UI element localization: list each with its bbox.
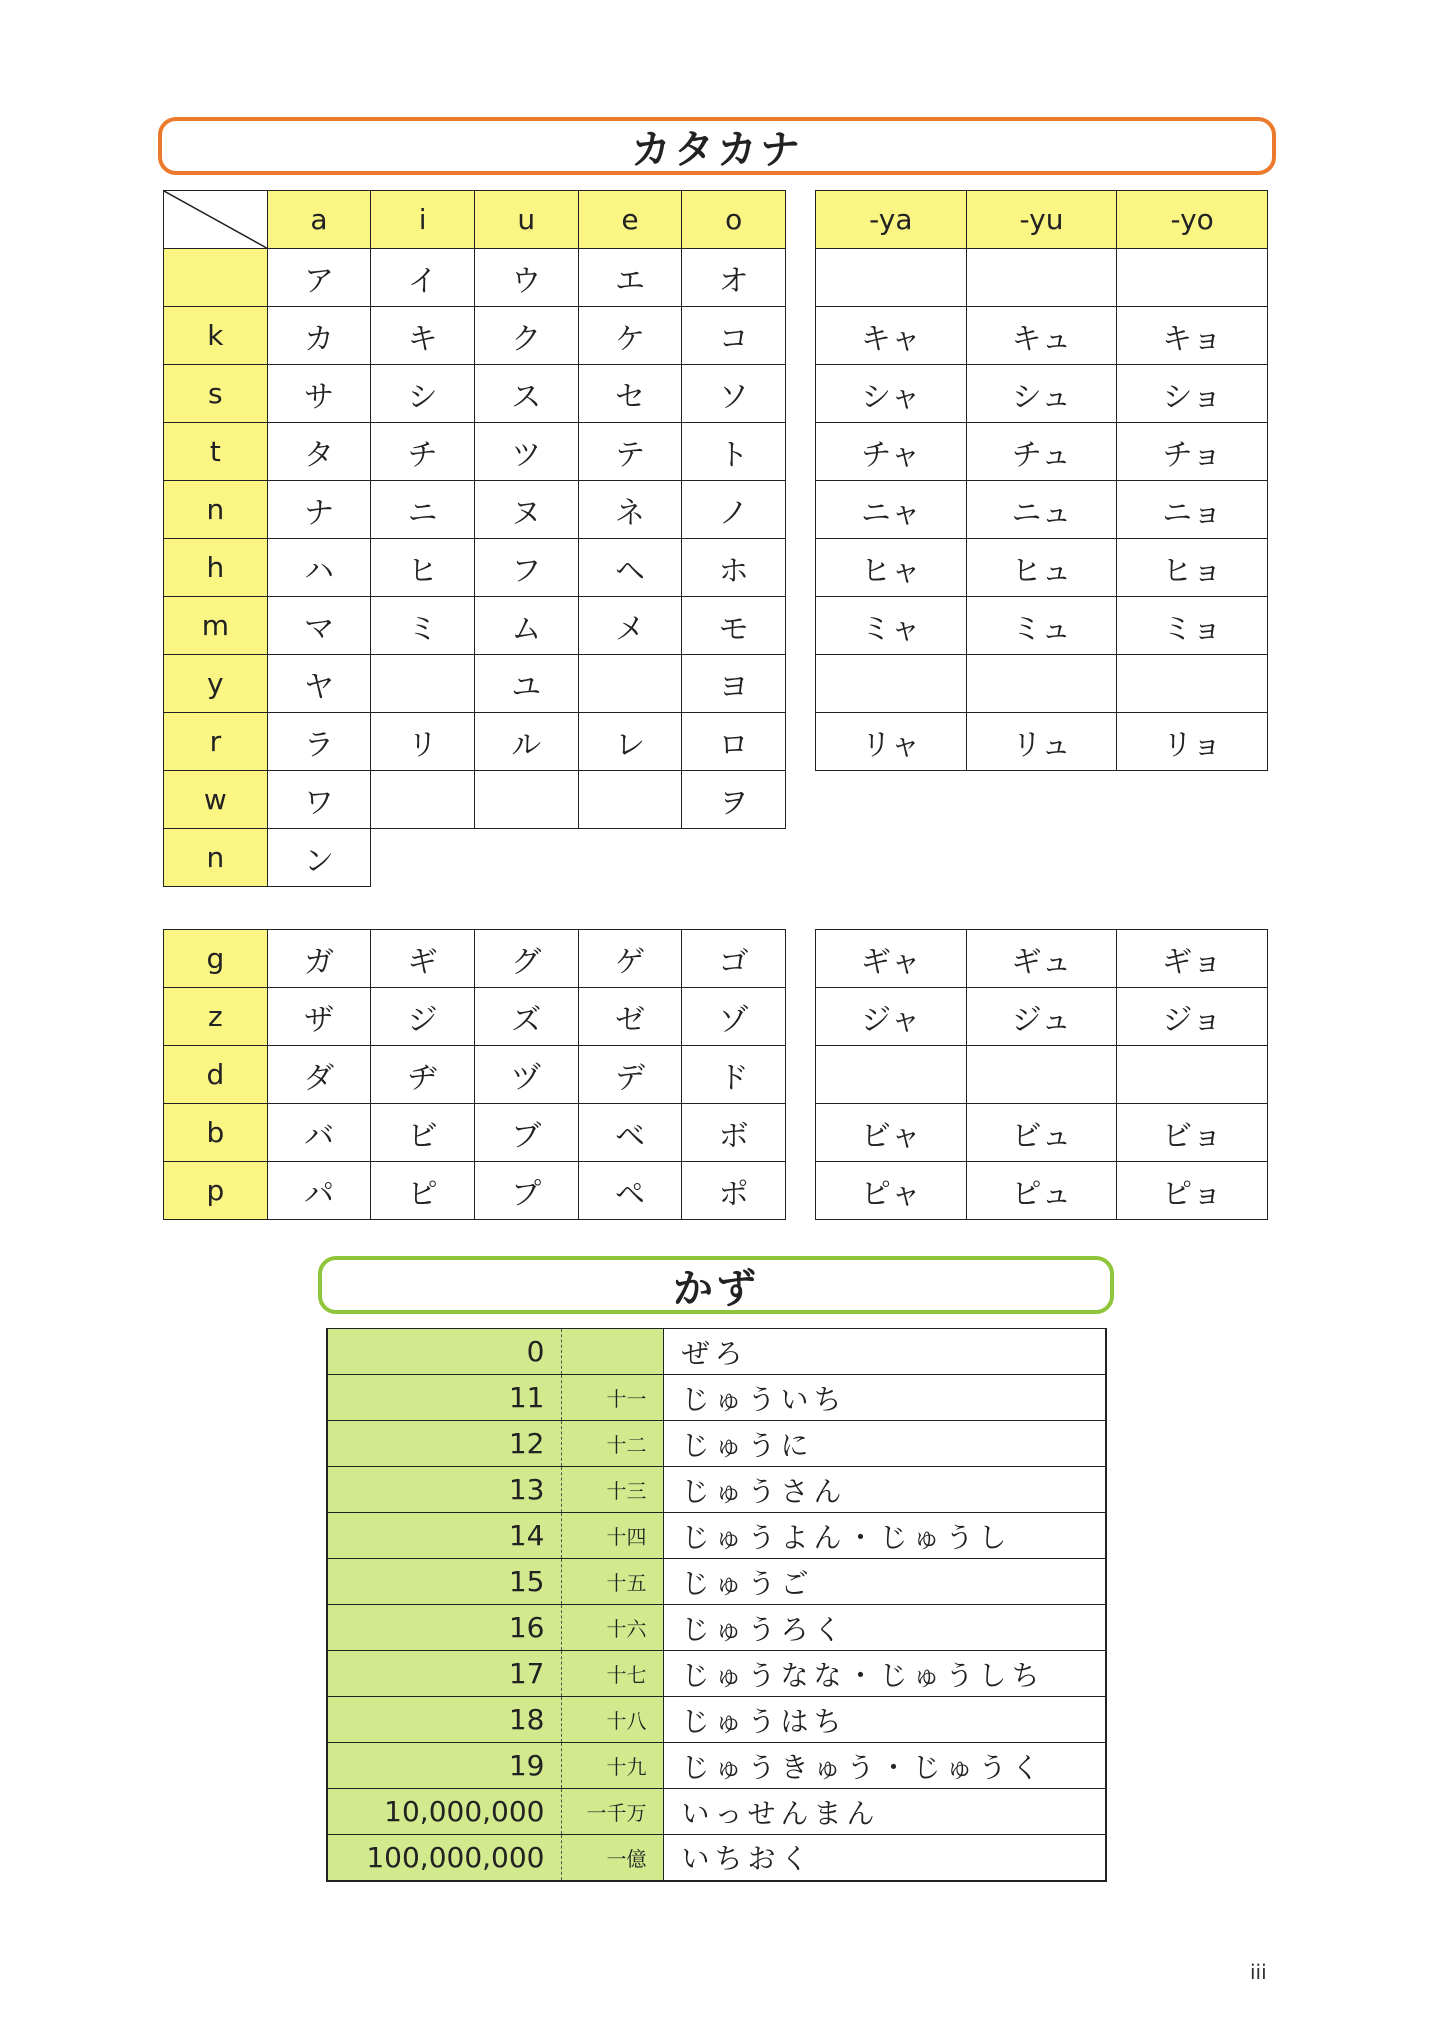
number-cell: 19 <box>327 1743 561 1789</box>
kana-cell: ハ <box>267 539 371 597</box>
table-row <box>164 655 786 713</box>
vowel-header: i <box>371 191 475 249</box>
kana-cell: ニャ <box>816 481 967 539</box>
kana-cell: ヒ <box>371 539 475 597</box>
kana-cell: ゾ <box>682 988 786 1046</box>
kana-cell: ジュ <box>966 988 1117 1046</box>
consonant-label: d <box>164 1046 268 1104</box>
kana-cell: キョ <box>1117 307 1268 365</box>
kana-cell <box>966 1046 1117 1104</box>
consonant-label: s <box>164 365 268 423</box>
kanji-cell: 十八 <box>561 1697 663 1743</box>
kana-cell: シ <box>371 365 475 423</box>
numbers-table <box>326 1328 1107 1882</box>
table-row <box>164 307 786 365</box>
kanji-cell: 十五 <box>561 1559 663 1605</box>
kana-cell: シュ <box>966 365 1117 423</box>
kana-cell <box>966 249 1117 307</box>
kana-cell <box>816 249 967 307</box>
reading-cell: じゅうに <box>663 1421 1106 1467</box>
kana-cell: ア <box>267 249 371 307</box>
kanji-cell <box>561 1329 663 1375</box>
table-row <box>327 1651 1106 1697</box>
number-cell: 10,000,000 <box>327 1789 561 1835</box>
kana-cell: ピ <box>371 1162 475 1220</box>
kana-cell: ガ <box>267 930 371 988</box>
kana-cell: ヨ <box>682 655 786 713</box>
kana-cell: マ <box>267 597 371 655</box>
number-cell: 11 <box>327 1375 561 1421</box>
kana-cell: サ <box>267 365 371 423</box>
table-row <box>816 597 1268 655</box>
empty-space <box>474 829 578 887</box>
table-row <box>327 1513 1106 1559</box>
kana-cell: ジ <box>371 988 475 1046</box>
kana-cell: ケ <box>578 307 682 365</box>
table-row <box>164 597 786 655</box>
consonant-label: k <box>164 307 268 365</box>
number-cell: 17 <box>327 1651 561 1697</box>
table-row <box>816 365 1268 423</box>
table-row <box>816 307 1268 365</box>
table-row <box>327 1375 1106 1421</box>
kana-cell <box>1117 655 1268 713</box>
kana-cell: ジョ <box>1117 988 1268 1046</box>
yoon-header: -yo <box>1117 191 1268 249</box>
table-row <box>164 771 786 829</box>
table-row <box>164 1104 786 1162</box>
kana-cell: ム <box>474 597 578 655</box>
kana-cell: ブ <box>474 1104 578 1162</box>
kana-cell: ゲ <box>578 930 682 988</box>
consonant-label: b <box>164 1104 268 1162</box>
kanji-cell: 一億 <box>561 1835 663 1881</box>
kana-cell: ポ <box>682 1162 786 1220</box>
table-row <box>164 829 786 887</box>
kana-cell: セ <box>578 365 682 423</box>
table-row <box>164 539 786 597</box>
kana-cell: ミャ <box>816 597 967 655</box>
kana-cell <box>371 655 475 713</box>
kana-cell: ド <box>682 1046 786 1104</box>
kana-cell: ギュ <box>966 930 1117 988</box>
consonant-label: z <box>164 988 268 1046</box>
kana-cell: ボ <box>682 1104 786 1162</box>
reading-cell: じゅうなな・じゅうしち <box>663 1651 1106 1697</box>
reading-cell: いちおく <box>663 1835 1106 1881</box>
consonant-label: n <box>164 829 268 887</box>
kanji-cell: 十一 <box>561 1375 663 1421</box>
consonant-label: p <box>164 1162 268 1220</box>
table-row <box>327 1329 1106 1375</box>
kana-cell: ラ <box>267 713 371 771</box>
table-row <box>816 1046 1268 1104</box>
table-row <box>816 713 1268 771</box>
kana-cell: ジャ <box>816 988 967 1046</box>
table-row <box>327 1697 1106 1743</box>
kana-cell: メ <box>578 597 682 655</box>
vowel-header: e <box>578 191 682 249</box>
kana-cell: コ <box>682 307 786 365</box>
table-row <box>327 1743 1106 1789</box>
kana-cell: ヂ <box>371 1046 475 1104</box>
number-cell: 12 <box>327 1421 561 1467</box>
kana-cell: ゼ <box>578 988 682 1046</box>
reading-cell: じゅうよん・じゅうし <box>663 1513 1106 1559</box>
yoon-header: -yu <box>966 191 1117 249</box>
vowel-header: o <box>682 191 786 249</box>
number-cell: 0 <box>327 1329 561 1375</box>
kana-cell <box>1117 1046 1268 1104</box>
kana-cell: ニョ <box>1117 481 1268 539</box>
table-row <box>327 1605 1106 1651</box>
kana-cell: ウ <box>474 249 578 307</box>
table-row <box>816 539 1268 597</box>
table-header-row <box>816 191 1268 249</box>
number-cell: 100,000,000 <box>327 1835 561 1881</box>
kana-cell: ニュ <box>966 481 1117 539</box>
kana-cell: ノ <box>682 481 786 539</box>
table-row <box>816 423 1268 481</box>
kazu-title: かず <box>318 1256 1114 1314</box>
kana-cell: オ <box>682 249 786 307</box>
kana-cell: チュ <box>966 423 1117 481</box>
consonant-label: h <box>164 539 268 597</box>
kanji-cell: 十四 <box>561 1513 663 1559</box>
kana-cell: キ <box>371 307 475 365</box>
table-row <box>164 481 786 539</box>
kana-cell: ギャ <box>816 930 967 988</box>
kana-cell: モ <box>682 597 786 655</box>
kana-cell: ユ <box>474 655 578 713</box>
reading-cell: じゅうろく <box>663 1605 1106 1651</box>
table-row <box>816 249 1268 307</box>
empty-space <box>578 829 682 887</box>
kana-cell: ヒョ <box>1117 539 1268 597</box>
table-row <box>164 365 786 423</box>
kana-cell: ヌ <box>474 481 578 539</box>
reading-cell: いっせんまん <box>663 1789 1106 1835</box>
number-cell: 13 <box>327 1467 561 1513</box>
reading-cell: じゅうはち <box>663 1697 1106 1743</box>
katakana-yoon-table <box>815 190 1268 771</box>
kanji-cell: 十三 <box>561 1467 663 1513</box>
kana-cell: ビャ <box>816 1104 967 1162</box>
table-row <box>164 423 786 481</box>
kana-cell: ヤ <box>267 655 371 713</box>
kana-cell: レ <box>578 713 682 771</box>
kana-cell: ソ <box>682 365 786 423</box>
table-row <box>327 1467 1106 1513</box>
kana-cell: キュ <box>966 307 1117 365</box>
kana-cell: ビ <box>371 1104 475 1162</box>
kanji-cell: 十九 <box>561 1743 663 1789</box>
reading-cell: じゅういち <box>663 1375 1106 1421</box>
consonant-label: m <box>164 597 268 655</box>
yoon-header: -ya <box>816 191 967 249</box>
consonant-label: n <box>164 481 268 539</box>
kana-cell: ヲ <box>682 771 786 829</box>
kana-cell: ニ <box>371 481 475 539</box>
number-cell: 14 <box>327 1513 561 1559</box>
reading-cell: ぜろ <box>663 1329 1106 1375</box>
kanji-cell: 十六 <box>561 1605 663 1651</box>
kana-cell: ワ <box>267 771 371 829</box>
kana-cell: ピョ <box>1117 1162 1268 1220</box>
kana-cell: プ <box>474 1162 578 1220</box>
kana-cell: ミュ <box>966 597 1117 655</box>
kana-cell: ヘ <box>578 539 682 597</box>
katakana-title: カタカナ <box>158 117 1276 175</box>
kana-cell <box>816 655 967 713</box>
kana-cell: ヒャ <box>816 539 967 597</box>
kana-cell: ビョ <box>1117 1104 1268 1162</box>
table-row <box>164 1046 786 1104</box>
kana-cell: バ <box>267 1104 371 1162</box>
kana-cell: タ <box>267 423 371 481</box>
table-row <box>327 1835 1106 1881</box>
kana-cell: キャ <box>816 307 967 365</box>
kana-cell: グ <box>474 930 578 988</box>
kana-cell: ツ <box>474 423 578 481</box>
kana-cell: ゴ <box>682 930 786 988</box>
kana-cell: デ <box>578 1046 682 1104</box>
kana-cell: ロ <box>682 713 786 771</box>
kana-cell: ズ <box>474 988 578 1046</box>
kana-cell: ネ <box>578 481 682 539</box>
kana-cell: ス <box>474 365 578 423</box>
kana-cell <box>371 771 475 829</box>
table-row <box>164 988 786 1046</box>
kana-cell: ナ <box>267 481 371 539</box>
table-row <box>327 1421 1106 1467</box>
kana-cell <box>1117 249 1268 307</box>
kana-cell: ホ <box>682 539 786 597</box>
kana-cell: ル <box>474 713 578 771</box>
consonant-label: y <box>164 655 268 713</box>
consonant-label: w <box>164 771 268 829</box>
vowel-header: a <box>267 191 371 249</box>
kana-cell: ザ <box>267 988 371 1046</box>
kanji-cell: 十七 <box>561 1651 663 1697</box>
vowel-header: u <box>474 191 578 249</box>
kana-cell: ン <box>267 829 371 887</box>
kana-cell <box>816 1046 967 1104</box>
table-row <box>164 713 786 771</box>
kana-cell: チ <box>371 423 475 481</box>
kana-cell: テ <box>578 423 682 481</box>
kana-cell: カ <box>267 307 371 365</box>
consonant-label: g <box>164 930 268 988</box>
katakana-main-table <box>163 190 786 887</box>
kana-cell: シャ <box>816 365 967 423</box>
kana-cell: チャ <box>816 423 967 481</box>
page-number: iii <box>1250 1960 1267 1984</box>
kana-cell: ショ <box>1117 365 1268 423</box>
kana-cell: エ <box>578 249 682 307</box>
kana-cell: ヅ <box>474 1046 578 1104</box>
consonant-label: t <box>164 423 268 481</box>
number-cell: 16 <box>327 1605 561 1651</box>
kana-cell: チョ <box>1117 423 1268 481</box>
kana-cell <box>578 655 682 713</box>
table-row <box>164 1162 786 1220</box>
kana-cell: リュ <box>966 713 1117 771</box>
table-row <box>816 930 1268 988</box>
kanji-cell: 十二 <box>561 1421 663 1467</box>
table-row <box>164 930 786 988</box>
table-row <box>816 1162 1268 1220</box>
reading-cell: じゅうご <box>663 1559 1106 1605</box>
table-header-row <box>164 191 786 249</box>
table-row <box>327 1559 1106 1605</box>
kana-cell: ミョ <box>1117 597 1268 655</box>
table-row <box>816 988 1268 1046</box>
kana-cell: ギ <box>371 930 475 988</box>
kana-cell: リャ <box>816 713 967 771</box>
empty-space <box>371 829 475 887</box>
kana-cell: ピュ <box>966 1162 1117 1220</box>
kana-cell: リ <box>371 713 475 771</box>
corner-cell <box>164 191 268 249</box>
kana-cell: ヒュ <box>966 539 1117 597</box>
kana-cell: ビュ <box>966 1104 1117 1162</box>
consonant-label: r <box>164 713 268 771</box>
kana-cell: ギョ <box>1117 930 1268 988</box>
table-row <box>164 249 786 307</box>
kana-cell <box>474 771 578 829</box>
katakana-dakuten-yoon-table <box>815 929 1268 1220</box>
kana-cell: パ <box>267 1162 371 1220</box>
table-row <box>816 1104 1268 1162</box>
consonant-label <box>164 249 268 307</box>
kana-cell <box>966 655 1117 713</box>
kana-cell: ミ <box>371 597 475 655</box>
kana-cell: ピャ <box>816 1162 967 1220</box>
kana-cell: ク <box>474 307 578 365</box>
number-cell: 18 <box>327 1697 561 1743</box>
empty-space <box>682 829 786 887</box>
kana-cell: ペ <box>578 1162 682 1220</box>
kana-cell <box>578 771 682 829</box>
table-row <box>327 1789 1106 1835</box>
kana-cell: ト <box>682 423 786 481</box>
kana-cell: ベ <box>578 1104 682 1162</box>
katakana-dakuten-table <box>163 929 786 1220</box>
reading-cell: じゅうさん <box>663 1467 1106 1513</box>
kana-cell: リョ <box>1117 713 1268 771</box>
kana-cell: フ <box>474 539 578 597</box>
table-row <box>816 481 1268 539</box>
kanji-cell: 一千万 <box>561 1789 663 1835</box>
table-row <box>816 655 1268 713</box>
kana-cell: ダ <box>267 1046 371 1104</box>
number-cell: 15 <box>327 1559 561 1605</box>
reading-cell: じゅうきゅう・じゅうく <box>663 1743 1106 1789</box>
kana-cell: イ <box>371 249 475 307</box>
